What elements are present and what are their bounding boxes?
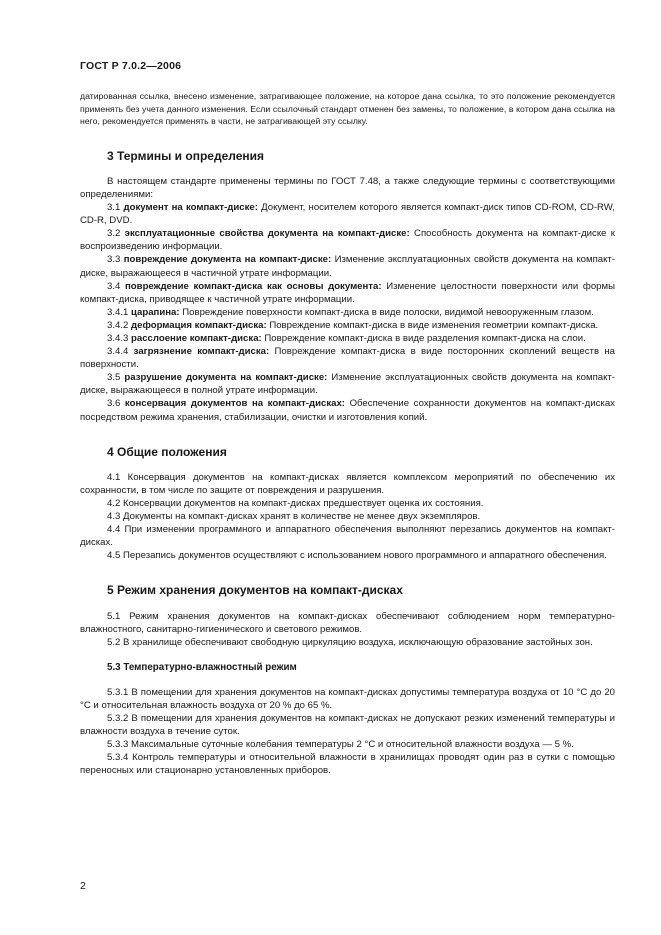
clause-5-1: 5.1 Режим хранения документов на компакт-дисках обеспечивают соблюдением норм температурно-влажностного, санитарно-гигиенического и светового режимов.: [80, 610, 615, 635]
term-3-6: 3.6 консервация документов на компакт-дисках: Обеспечение сохранности документов на компакт-дисках посредством режима хранения, стабилизации, очистки и изготовления копий.: [80, 398, 615, 423]
subsection-5-3-title: 5.3 Температурно-влажностный режим: [107, 661, 297, 673]
section-3-title: 3 Термины и определения: [107, 148, 265, 163]
page-number: 2: [80, 880, 86, 892]
clause-4-5: 4.5 Перезапись документов осуществляют с использованием нового программного и аппаратного обеспечения.: [107, 550, 607, 562]
clause-4-3: 4.3 Документы на компакт-дисках хранят в количестве не менее двух экземпляров.: [107, 511, 481, 523]
standard-header: ГОСТ Р 7.0.2—2006: [80, 60, 182, 72]
clause-4-1: 4.1 Консервация документов на компакт-дисках является комплексом мероприятий по обеспечению их сохранности, в том числе по защите от повреждения и разрушения.: [80, 471, 615, 496]
term-3-4-1: 3.4.1 царапина: Повреждение поверхности компакт-диска в виде полоски, видимой невооруженным глазом.: [107, 306, 594, 318]
term-3-5: 3.5 разрушение документа на компакт-диске: Изменение эксплуатационных свойств документа на компакт-диске, выражающееся в полной утрате информации.: [80, 372, 615, 397]
term-3-4-3: 3.4.3 расслоение компакт-диска: Повреждение компакт-диска в виде разделения компакт-диска на слои.: [107, 333, 586, 344]
term-3-1: 3.1 документ на компакт-диске: Документ, носителем которого является компакт-диск типов CD-ROM, CD-RW, CD-R, DVD.: [80, 202, 615, 227]
section-3-lead: В настоящем стандарте применены термины по ГОСТ 7.48, а также следующие термины с соответствующими определениями:: [80, 175, 615, 200]
term-3-3: 3.3 повреждение документа на компакт-диске: Изменение эксплуатационных свойств документа на компакт-диске, выражающееся в частичной утрате информации.: [80, 254, 616, 279]
clause-4-2: 4.2 Консервации документов на компакт-дисках предшествует оценка их состояния.: [107, 497, 484, 509]
clause-4-4: 4.4 При изменении программного и аппаратного обеспечения выполняют перезапись документов на компакт-дисках.: [80, 524, 615, 549]
clause-5-3-1: 5.3.1 В помещении для хранения документов на компакт-дисках допустимы температура воздуха от 10 °С до 20 °С и относительная влажность воздуха от 20 % до 65 %.: [80, 686, 615, 711]
section-4-title: 4 Общие положения: [107, 444, 227, 459]
section-5-title: 5 Режим хранения документов на компакт-дисках: [107, 583, 403, 598]
clause-5-3-2: 5.3.2 В помещении для хранения документов на компакт-дисках не допускают резких изменений температуры и влажности воздуха в течение суток.: [80, 713, 615, 738]
page-content: [80, 90, 615, 778]
term-3-2: 3.2 эксплуатационные свойства документа на компакт-диске: Способность документа на компакт-диске к воспроизведению информации.: [80, 228, 615, 253]
clause-5-3-4: 5.3.4 Контроль температуры и относительной влажности в хранилищах проводят один раз в сутки с помощью переносных или стационарно установленных приборов.: [80, 752, 615, 777]
intro-paragraph: датированная ссылка, внесено изменение, затрагивающее положение, на которое дана ссылка, то это положение рекомендуется применять без учета данного изменения. Если ссылочный стандарт отменен без замены, то положение, в котором дана ссылка на него, рекомендуется применять в части, не затрагивающей эту ссылку.: [80, 91, 615, 127]
term-3-4: 3.4 повреждение компакт-диска как основы документа: Изменение целостности поверхности или формы компакт-диска, приводящее к частичной утрате информации.: [80, 280, 615, 305]
term-3-4-2: 3.4.2 деформация компакт-диска: Повреждение компакт-диска в виде изменения геометрии компакт-диска.: [107, 319, 599, 331]
clause-5-2: 5.2 В хранилище обеспечивают свободную циркуляцию воздуха, исключающую образование застойных зон.: [107, 636, 593, 648]
clause-5-3-3: 5.3.3 Максимальные суточные колебания температуры 2 °С и относительной влажности воздуха — 5 %.: [107, 739, 574, 751]
term-3-4-4: 3.4.4 загрязнение компакт-диска: Повреждение компакт-диска в виде посторонних скоплений веществ на поверхности.: [80, 346, 615, 371]
